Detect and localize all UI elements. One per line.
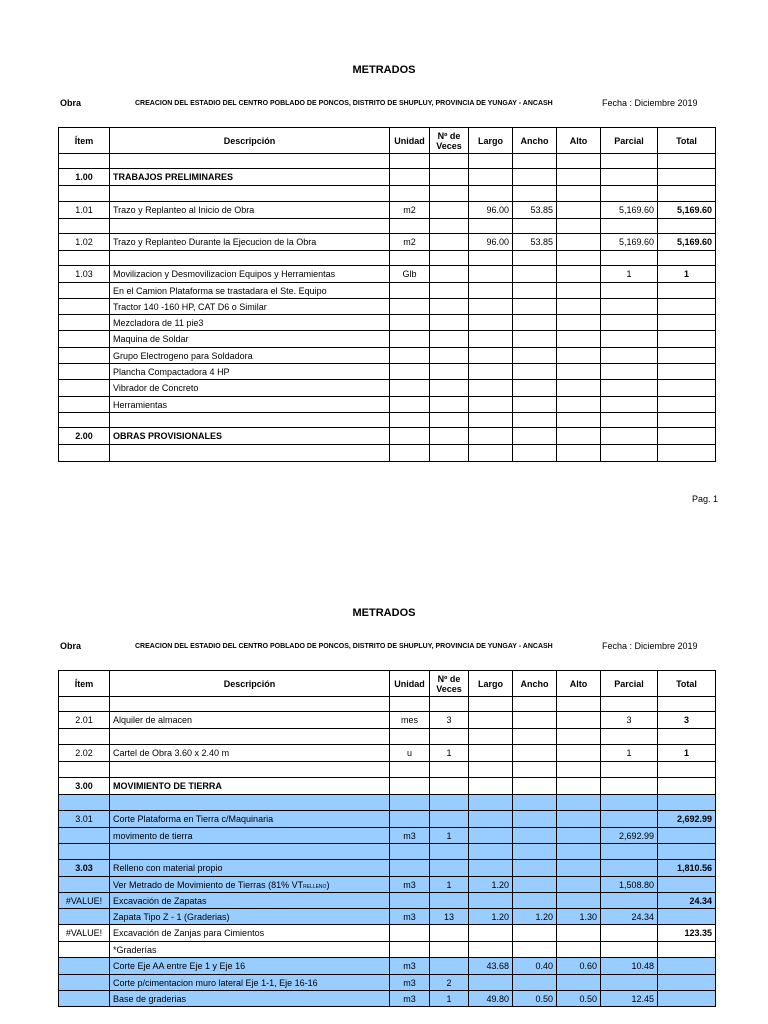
table-row: Corte Eje AA entre Eje 1 y Eje 16 m3 43.68 0.40 0.60 10.48 xyxy=(59,958,716,975)
table-row: 1.03 Movilizacion y Desmovilizacion Equipos y Herramientas Glb 1 1 xyxy=(59,266,716,283)
table-row: 2.01 Alquiler de almacen mes 3 3 3 xyxy=(59,712,716,729)
col-parcial: Parcial xyxy=(601,671,658,697)
obra-text: CREACION DEL ESTADIO DEL CENTRO POBLADO DE PONCOS, DISTRITO DE SHUPLUY, PROVINCIA DE YUNGAY - ANCASH xyxy=(135,100,553,107)
col-item: Ítem xyxy=(59,128,110,154)
table-row: Base de graderias m3 1 49.80 0.50 0.50 12.45 xyxy=(59,991,716,1007)
table-row xyxy=(59,219,716,234)
col-ancho: Ancho xyxy=(513,128,557,154)
fecha: Fecha : Diciembre 2019 xyxy=(602,98,698,108)
table-row: En el Camion Plataforma se trastadara el Ste. Equipo xyxy=(59,283,716,299)
table-row: 1.01 Trazo y Replanteo al Inicio de Obra m2 96.00 53.85 5,169.60 5,169.60 xyxy=(59,202,716,219)
col-largo: Largo xyxy=(469,671,513,697)
table-row: 3.00 MOVIMIENTO DE TIERRA xyxy=(59,778,716,795)
obra-label: Obra xyxy=(60,641,82,651)
col-unidad: Unidad xyxy=(390,671,430,697)
table-row: Mezcladora de 11 pie3 xyxy=(59,315,716,331)
table-row: Corte p/cimentacion muro lateral Eje 1-1, Eje 16-16 m3 2 xyxy=(59,975,716,991)
col-descripcion: Descripción xyxy=(110,128,390,154)
table-row: Ver Metrado de Movimiento de Tierras (81% VTRELLENO) m3 1 1.20 1,508.80 xyxy=(59,877,716,893)
col-descripcion: Descripción xyxy=(110,671,390,697)
table-row xyxy=(59,729,716,745)
table-row: Plancha Compactadora 4 HP xyxy=(59,364,716,380)
table-row: 2.00 OBRAS PROVISIONALES xyxy=(59,428,716,445)
table-row xyxy=(59,795,716,811)
table-row: 3.03 Relleno con material propio 1,810.56 xyxy=(59,860,716,877)
table-row xyxy=(59,251,716,266)
col-ancho: Ancho xyxy=(513,671,557,697)
col-veces: Nº de Veces xyxy=(430,671,469,697)
col-unidad: Unidad xyxy=(390,128,430,154)
table-row: 3.01 Corte Plataforma en Tierra c/Maquinaria 2,692.99 xyxy=(59,811,716,828)
table-header xyxy=(59,671,716,697)
page-title: METRADOS xyxy=(352,64,416,76)
table-row xyxy=(59,844,716,860)
metrados-table-1 xyxy=(58,127,716,462)
table-row: Zapata Tipo Z - 1 (Graderias) m3 13 1.20 1.20 1.30 24.34 xyxy=(59,909,716,925)
page-title: METRADOS xyxy=(352,607,416,619)
table-row: Maquina de Soldar xyxy=(59,331,716,348)
table-row xyxy=(59,413,716,428)
metrados-table-2 xyxy=(58,670,716,1007)
table-row xyxy=(59,762,716,778)
obra-label: Obra xyxy=(60,98,82,108)
col-alto: Alto xyxy=(557,128,601,154)
col-veces: Nº de Veces xyxy=(430,128,469,154)
obra-text: CREACION DEL ESTADIO DEL CENTRO POBLADO DE PONCOS, DISTRITO DE SHUPLUY, PROVINCIA DE YUNGAY - ANCASH xyxy=(135,643,553,650)
table-row: Herramientas xyxy=(59,397,716,413)
table-row: 2.02 Cartel de Obra 3.60 x 2.40 m u 1 1 1 xyxy=(59,745,716,762)
table-row: Vibrador de Concreto xyxy=(59,380,716,397)
table-header xyxy=(59,128,716,154)
page-number: Pag. 1 xyxy=(691,494,718,504)
fecha: Fecha : Diciembre 2019 xyxy=(602,641,698,651)
table-row: Tractor 140 -160 HP, CAT D6 o Similar xyxy=(59,299,716,315)
col-parcial: Parcial xyxy=(601,128,658,154)
col-item: Ítem xyxy=(59,671,110,697)
col-largo: Largo xyxy=(469,128,513,154)
table-row: *Graderías xyxy=(59,942,716,958)
table-row xyxy=(59,697,716,712)
col-total: Total xyxy=(658,671,716,697)
table-row: Grupo Electrogeno para Soldadora xyxy=(59,348,716,364)
table-row: movimento de tierra m3 1 2,692.99 xyxy=(59,828,716,844)
table-row: 1.00 TRABAJOS PRELIMINARES xyxy=(59,169,716,186)
col-total: Total xyxy=(658,128,716,154)
table-row: 1.02 Trazo y Replanteo Durante la Ejecucion de la Obra m2 96.00 53.85 5,169.60 5,169.60 xyxy=(59,234,716,251)
table-row xyxy=(59,186,716,202)
table-row: #VALUE! Excavación de Zapatas 24.34 xyxy=(59,893,716,909)
table-row xyxy=(59,154,716,169)
table-row xyxy=(59,445,716,462)
col-alto: Alto xyxy=(557,671,601,697)
table-row: #VALUE! Excavación de Zanjas para Cimientos 123.35 xyxy=(59,925,716,942)
